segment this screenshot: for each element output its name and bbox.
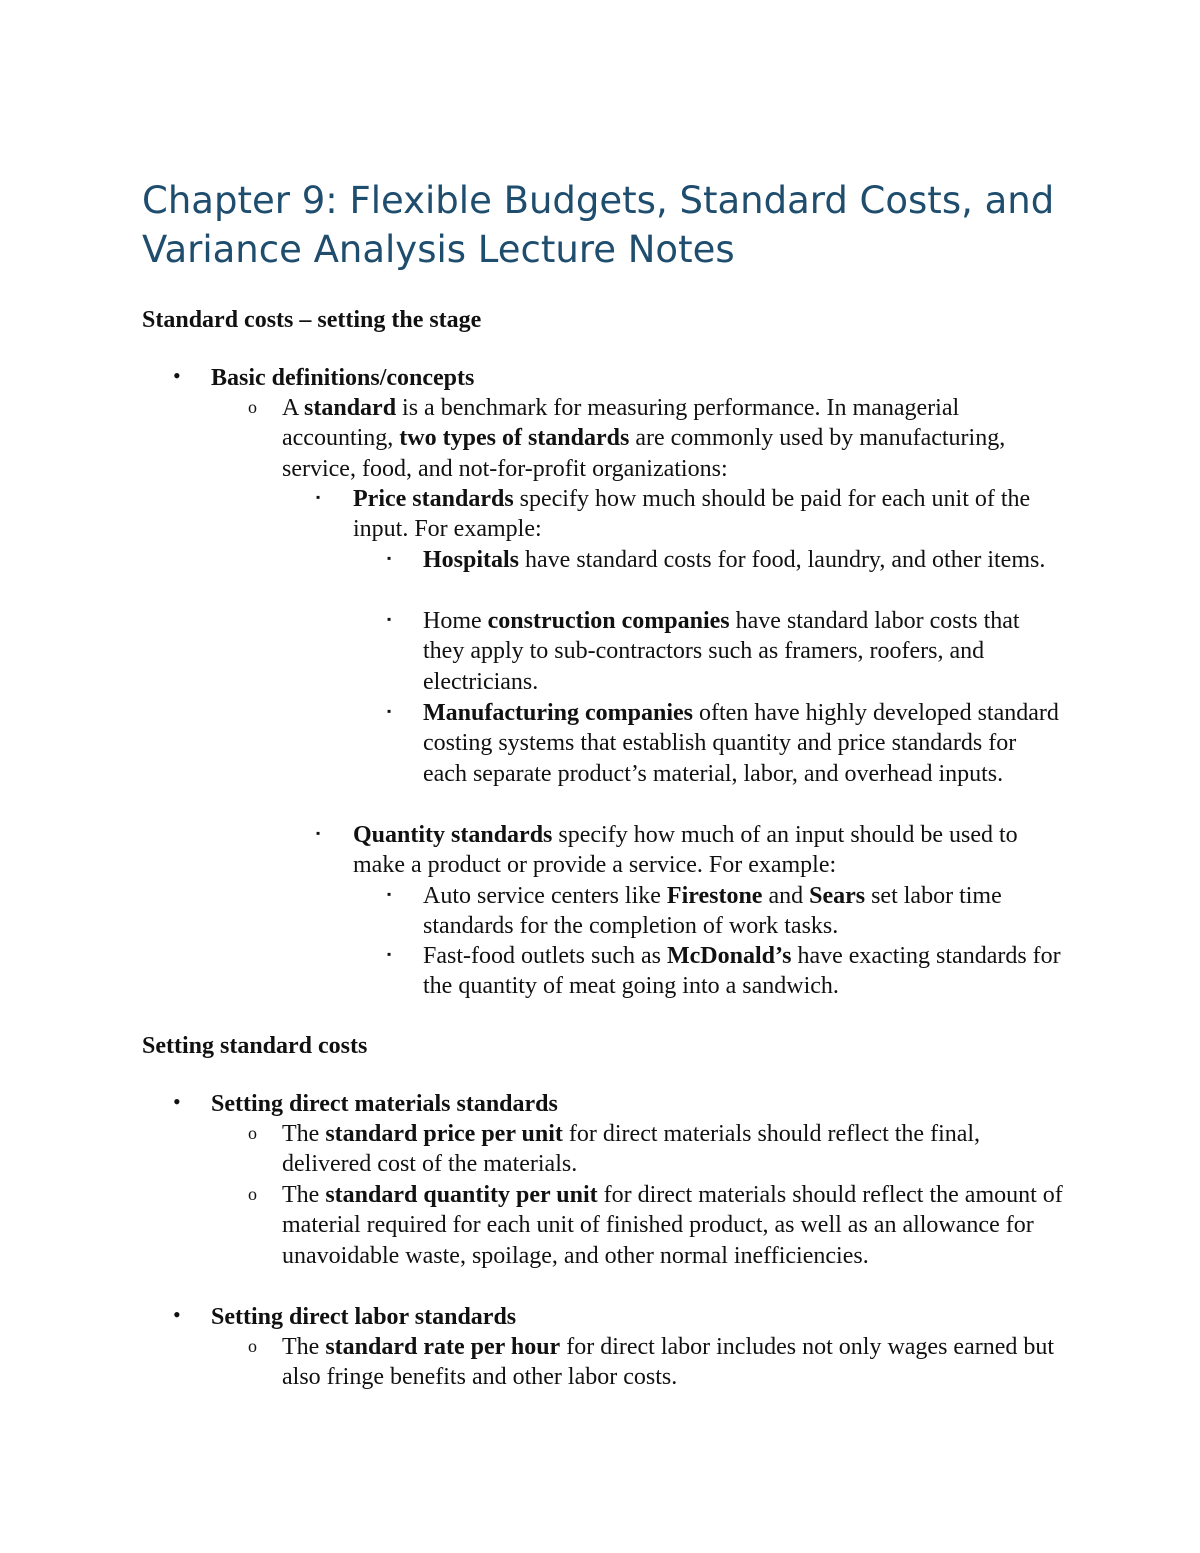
bold-term: construction companies bbox=[487, 608, 730, 634]
bold-term: standard quantity per unit bbox=[325, 1182, 598, 1208]
bullet-circle-icon: o bbox=[248, 1336, 257, 1356]
list-item bbox=[211, 363, 1111, 393]
bullet-square-icon: ▪ bbox=[387, 887, 392, 901]
text-run: set labor time standards for the completion of work tasks. bbox=[423, 883, 1002, 940]
text-run: The bbox=[282, 1334, 326, 1360]
list-item bbox=[423, 941, 1063, 1002]
bullet-square-icon: ▪ bbox=[316, 490, 321, 504]
bold-term: standard rate per hour bbox=[325, 1334, 561, 1360]
page-title: Chapter 9: Flexible Budgets, Standard Costs, and Variance Analysis Lecture Notes bbox=[142, 179, 1055, 271]
bold-term: Basic definitions/concepts bbox=[211, 365, 475, 391]
text-run: Auto service centers like bbox=[423, 883, 667, 909]
list-item bbox=[282, 1332, 1072, 1393]
list-item bbox=[211, 1302, 1111, 1332]
section-heading: Setting standard costs bbox=[142, 1033, 368, 1059]
text-run: specify how much should be paid for each unit of the input. For example: bbox=[353, 486, 1031, 543]
bullet-square-icon: ▪ bbox=[387, 612, 392, 626]
text-run: A bbox=[282, 395, 305, 421]
bullet-circle-icon: o bbox=[248, 397, 257, 417]
bold-term: Hospitals bbox=[423, 547, 520, 573]
text-run: often have highly developed standard costing systems that establish quantity and price standards for each separate product’s material, labor, and overhead inputs. bbox=[423, 700, 1059, 787]
list-item bbox=[282, 393, 1072, 484]
text-run: specify how much of an input should be used to make a product or provide a service. For example: bbox=[353, 822, 1018, 879]
bullet-square-icon: ▪ bbox=[316, 826, 321, 840]
list-item bbox=[282, 1119, 1072, 1180]
bullet-disc-icon: • bbox=[173, 1089, 181, 1114]
bullet-square-icon: ▪ bbox=[387, 551, 392, 565]
text-run: and bbox=[762, 883, 810, 909]
text-run: have standard labor costs that they apply to sub-contractors such as framers, roofers, and electricians. bbox=[423, 608, 1020, 695]
bullet-circle-icon: o bbox=[248, 1123, 257, 1143]
text-run: for direct materials should reflect the final, delivered cost of the materials. bbox=[282, 1121, 981, 1178]
bullet-circle-icon: o bbox=[248, 1184, 257, 1204]
list-item bbox=[353, 484, 1068, 545]
bold-term: standard bbox=[304, 395, 397, 421]
bold-term: two types of standards bbox=[399, 425, 630, 452]
bold-term: Setting direct labor standards bbox=[211, 1304, 517, 1330]
bold-term: Manufacturing companies bbox=[423, 700, 693, 726]
bold-term: Firestone bbox=[666, 883, 763, 909]
bold-term: McDonald’s bbox=[666, 943, 792, 969]
text-run: Fast-food outlets such as bbox=[423, 943, 667, 969]
list-item bbox=[423, 545, 1063, 575]
list-item bbox=[423, 606, 1063, 697]
bold-term: Quantity standards bbox=[353, 822, 553, 848]
bullet-disc-icon: • bbox=[173, 1302, 181, 1327]
list-item bbox=[353, 820, 1068, 881]
bullet-square-icon: ▪ bbox=[387, 947, 392, 961]
text-run: for direct labor includes not only wages earned but also fringe benefits and other labor costs. bbox=[282, 1334, 1055, 1391]
section-heading: Standard costs – setting the stage bbox=[142, 307, 482, 333]
list-item bbox=[282, 1180, 1072, 1271]
bold-term: Price standards bbox=[353, 486, 514, 512]
list-item bbox=[423, 881, 1063, 942]
text-run: The bbox=[282, 1182, 326, 1208]
text-run: have standard costs for food, laundry, and other items. bbox=[519, 547, 1046, 573]
bullet-square-icon: ▪ bbox=[387, 704, 392, 718]
bold-term: Setting direct materials standards bbox=[211, 1091, 558, 1117]
text-run: The bbox=[282, 1121, 326, 1147]
text-run: are commonly used by manufacturing, service, food, and not-for-profit organizations: bbox=[282, 425, 1006, 482]
list-item bbox=[423, 698, 1063, 789]
bold-term: standard price per unit bbox=[325, 1121, 563, 1147]
text-run: Home bbox=[423, 608, 488, 634]
bullet-disc-icon: • bbox=[173, 363, 181, 388]
text-run: is a benchmark for measuring performance. In managerial accounting, bbox=[282, 395, 960, 452]
bold-term: Sears bbox=[809, 883, 866, 909]
text-run: for direct materials should reflect the amount of material required for each unit of finished product, as well as an allowance for unavoidable waste, spoilage, and other normal inefficiencies. bbox=[282, 1182, 1063, 1269]
list-item bbox=[211, 1089, 1111, 1119]
text-run: have exacting standards for the quantity of meat going into a sandwich. bbox=[423, 943, 1061, 1000]
